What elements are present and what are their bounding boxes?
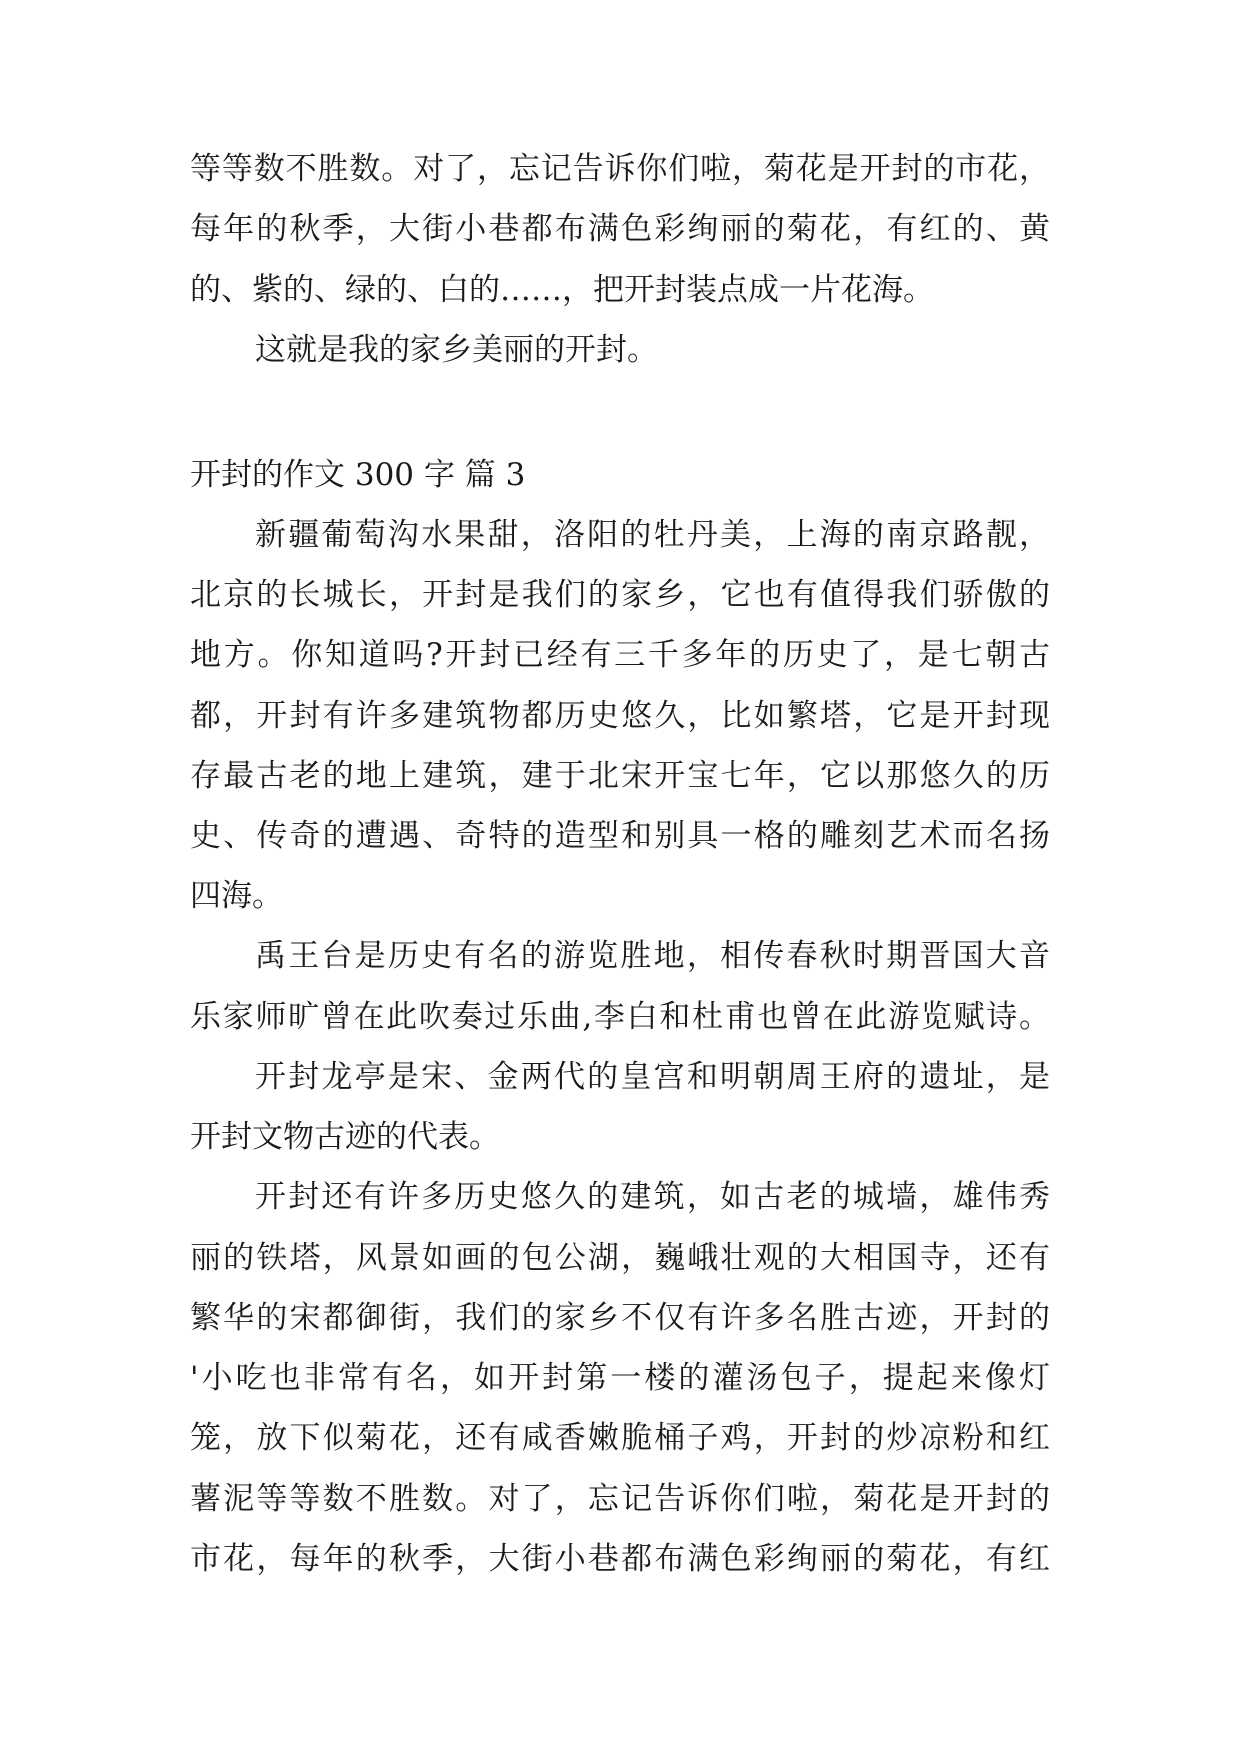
text-line: 每年的秋季，大街小巷都布满色彩绚丽的菊花，有红的、黄 bbox=[190, 211, 1050, 247]
text-line: 北京的长城长，开封是我们的家乡，它也有值得我们骄傲的 bbox=[190, 577, 1050, 613]
text-line: 等等数不胜数。对了，忘记告诉你们啦，菊花是开封的市花， bbox=[190, 151, 1050, 187]
text-line: 繁华的宋都御街，我们的家乡不仅有许多名胜古迹，开封的 bbox=[190, 1300, 1050, 1336]
text-line: 存最古老的地上建筑，建于北宋开宝七年，它以那悠久的历 bbox=[190, 758, 1050, 794]
text-line: 地方。你知道吗?开封已经有三千多年的历史了，是七朝古 bbox=[190, 637, 1050, 673]
text-line: 新疆葡萄沟水果甜，洛阳的牡丹美，上海的南京路靓， bbox=[255, 517, 1050, 553]
text-line: 四海。 bbox=[190, 878, 283, 914]
text-line: 的、紫的、绿的、白的……，把开封装点成一片花海。 bbox=[190, 272, 934, 308]
text-line: 开封还有许多历史悠久的建筑，如古老的城墙，雄伟秀 bbox=[255, 1179, 1050, 1215]
text-line: 禹王台是历史有名的游览胜地，相传春秋时期晋国大音 bbox=[255, 938, 1050, 974]
text-line: 丽的铁塔，风景如画的包公湖，巍峨壮观的大相国寺，还有 bbox=[190, 1240, 1050, 1276]
text-line: 笼，放下似菊花，还有咸香嫩脆桶子鸡，开封的炒凉粉和红 bbox=[190, 1420, 1050, 1456]
text-line: 史、传奇的遭遇、奇特的造型和别具一格的雕刻艺术而名扬 bbox=[190, 818, 1050, 854]
text-line: 市花，每年的秋季，大街小巷都布满色彩绚丽的菊花，有红 bbox=[190, 1541, 1050, 1577]
text-line: '小吃也非常有名，如开封第一楼的灌汤包子，提起来像灯 bbox=[190, 1360, 1050, 1396]
text-line: 开封文物古迹的代表。 bbox=[190, 1119, 500, 1155]
text-line: 都，开封有许多建筑物都历史悠久，比如繁塔，它是开封现 bbox=[190, 698, 1050, 734]
closing-line: 这就是我的家乡美丽的开封。 bbox=[255, 332, 658, 368]
text-line: 薯泥等等数不胜数。对了，忘记告诉你们啦，菊花是开封的 bbox=[190, 1481, 1050, 1517]
text-line: 开封龙亭是宋、金两代的皇宫和明朝周王府的遗址，是 bbox=[255, 1059, 1050, 1095]
section-heading: 开封的作文 300 字 篇 3 bbox=[190, 457, 526, 493]
text-line: 乐家师旷曾在此吹奏过乐曲,李白和杜甫也曾在此游览赋诗。 bbox=[190, 999, 1050, 1035]
